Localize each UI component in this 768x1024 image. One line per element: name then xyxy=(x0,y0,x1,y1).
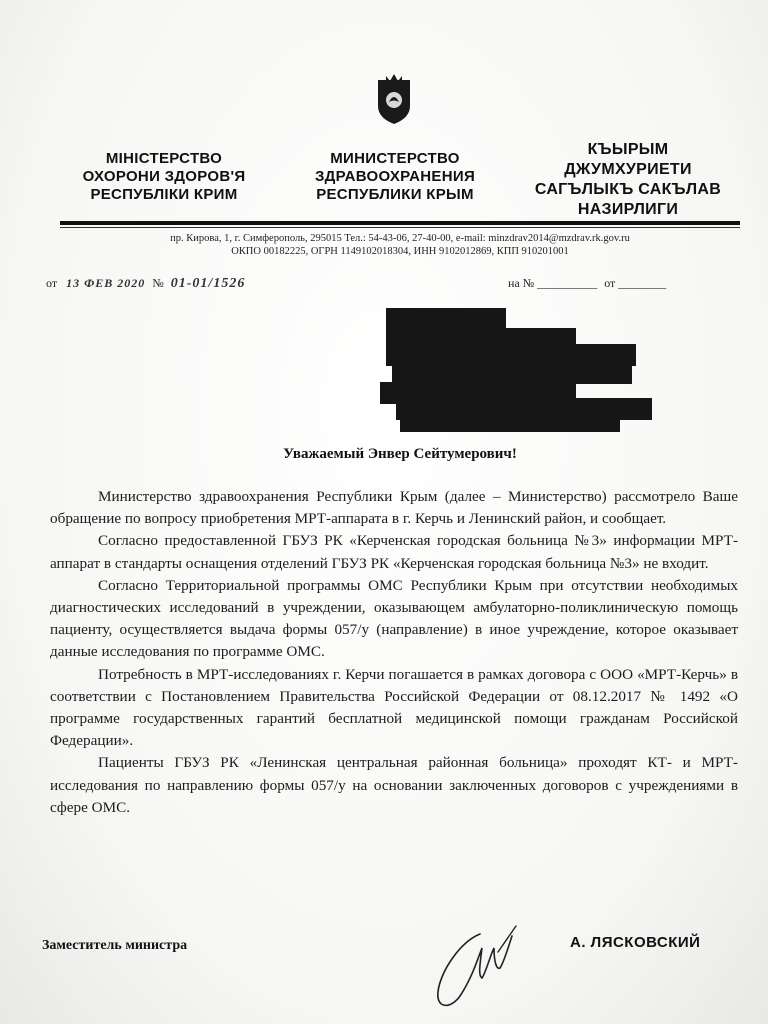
outgoing-number: 01-01/1526 xyxy=(170,276,246,291)
ministry-crh-line: ДЖУМХУРИЕТИ xyxy=(564,161,692,178)
contact-details xyxy=(60,232,740,258)
ministry-ru-line: ЗДРАВООХРАНЕНИЯ xyxy=(314,168,476,185)
ministry-name-crimean-tatar xyxy=(506,140,750,220)
outgoing-date: 13 ФЕВ 2020 xyxy=(66,276,146,290)
body-paragraph: Пациенты ГБУЗ РК «Ленинская центральная районная больница» проходят КТ- и МРТ-исследования по направлению формы 057/у на основании заключенных договоров с учреждениями в сфере ОМС. xyxy=(50,754,738,816)
address-line: пр. Кирова, 1, г. Симферополь, 295015 Тел.: 54-43-06, 27-40-00, e-mail: minzdrav2014@mzdrav.rk.gov.ru xyxy=(170,233,630,244)
ministry-ua-line: РЕСПУБЛІКИ КРИМ xyxy=(90,186,238,203)
ministry-crh-line: САГЪЛЫКЪ САКЪЛАВ xyxy=(534,181,722,198)
reply-to-blank: __________ xyxy=(537,276,598,290)
outgoing-registration xyxy=(46,276,245,292)
ministry-crh-line: НАЗИРЛИГИ xyxy=(577,201,679,218)
body-paragraph: Согласно Территориальной программы ОМС Республики Крым при отсутствии необходимых диагностических исследований в учреждении, оказывающем амбулаторно-поликлиническую помощь пациенту, осуществляется выдача формы 057/у (направление) в иное учреждение, которое оказывает данные исследования по программе ОМС. xyxy=(50,576,738,661)
signatory-title: Заместитель министра xyxy=(42,938,188,953)
header-divider-thick xyxy=(60,221,740,225)
body-paragraph: Потребность в МРТ-исследованиях г. Керчи погашается в рамках договора с ООО «МРТ-Керчь» в соответствии с Постановлением Правительства Российской Федерации от 08.12.2017 № 1492 «О программе государственных гарантий бесплатной медицинской помощи гражданам Российской Федерации». xyxy=(50,665,738,750)
redaction-block xyxy=(392,362,632,384)
header-divider-thin xyxy=(60,227,740,228)
handwritten-signature xyxy=(420,912,530,1012)
ministry-crh-line: КЪЫРЫМ xyxy=(587,141,669,158)
reply-from-blank: ________ xyxy=(618,276,667,290)
ministry-ru-line: РЕСПУБЛИКИ КРЫМ xyxy=(316,186,474,203)
ministry-ua-line: МІНІСТЕРСТВО xyxy=(105,150,223,167)
ministry-name-ukrainian xyxy=(52,150,276,204)
body-paragraph: Согласно предоставленной ГБУЗ РК «Керченская городская больница №3» информации МРТ-аппарат в стандарты оснащения отделений ГБУЗ РК «Керченская городская больница №3» не входит. xyxy=(50,532,738,572)
ministry-name-russian xyxy=(288,150,502,204)
ministry-ru-line: МИНИСТЕРСТВО xyxy=(330,150,460,167)
from-label: от xyxy=(46,276,58,290)
reply-from-label: от xyxy=(604,276,616,290)
signatory-name: А. ЛЯСКОВСКИЙ xyxy=(570,934,701,951)
letter-body xyxy=(50,486,738,819)
salutation: Уважаемый Энвер Сейтумерович! xyxy=(283,446,517,462)
redaction-block xyxy=(400,416,620,432)
reply-reference xyxy=(508,276,666,291)
crimea-coat-of-arms-icon xyxy=(372,72,416,126)
registration-codes-line: ОКПО 00182225, ОГРН 1149102018304, ИНН 9102012869, КПП 910201001 xyxy=(231,246,569,257)
body-paragraph: Министерство здравоохранения Республики Крым (далее – Министерство) рассмотрело Ваше обращение по вопросу приобретения МРТ-аппарата в г. Керчь и Ленинский район, и сообщает. xyxy=(50,488,738,528)
number-label: № xyxy=(152,276,164,290)
reply-to-label: на № xyxy=(508,276,535,290)
ministry-ua-line: ОХОРОНИ ЗДОРОВ'Я xyxy=(82,168,246,185)
